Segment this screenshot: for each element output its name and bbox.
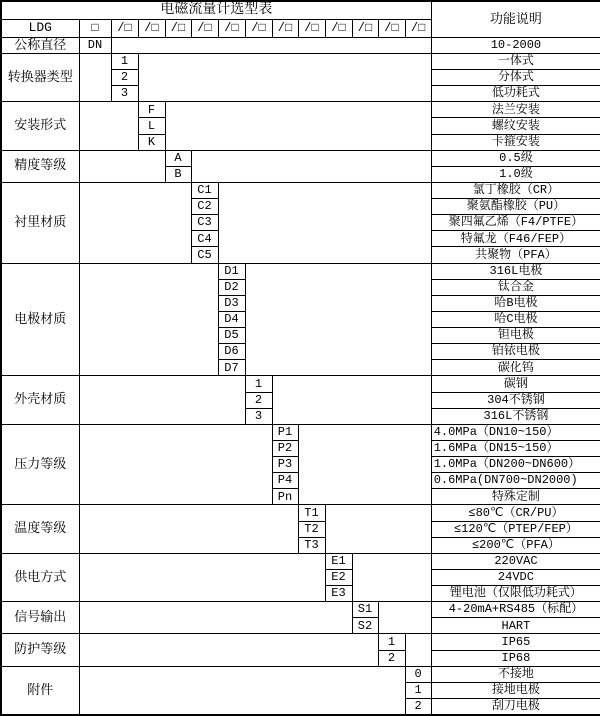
code-cell: C3 <box>191 215 218 231</box>
code-cell: L <box>138 118 165 134</box>
spacer-cell <box>218 182 431 263</box>
spacer-cell <box>272 376 431 424</box>
desc-cell: 特殊定制 <box>431 489 600 505</box>
category-electrode-material: 电极材质 <box>1 263 79 376</box>
desc-cell: 钽电极 <box>431 328 600 344</box>
spacer-cell <box>79 424 272 505</box>
spacer-cell <box>352 553 431 601</box>
desc-cell: 刮刀电极 <box>431 698 600 715</box>
desc-cell: 哈B电极 <box>431 295 600 311</box>
code-cell: E1 <box>325 553 352 569</box>
category-accessories: 附件 <box>1 666 79 715</box>
spacer-cell <box>298 424 431 505</box>
code-cell: P2 <box>272 440 298 456</box>
desc-cell: 4.0MPa（DN10~150） <box>431 424 600 440</box>
code-cell: 1 <box>378 634 405 650</box>
code-cell: A <box>165 150 191 166</box>
code-cell: C1 <box>191 182 218 198</box>
code-cell: D3 <box>218 295 245 311</box>
category-power-supply: 供电方式 <box>1 553 79 601</box>
desc-cell: 碳钢 <box>431 376 600 392</box>
code-box-slot: /□ <box>352 19 378 37</box>
desc-cell: ≤120℃（PTEP/FEP） <box>431 521 600 537</box>
code-box-slot: /□ <box>138 19 165 37</box>
spacer-cell <box>191 150 431 182</box>
desc-cell: 0.5级 <box>431 150 600 166</box>
code-cell: T2 <box>298 521 325 537</box>
code-cell: 3 <box>111 86 138 102</box>
category-temperature-rating: 温度等级 <box>1 505 79 553</box>
code-cell: P4 <box>272 473 298 489</box>
category-accuracy-grade: 精度等级 <box>1 150 79 182</box>
desc-cell: 碳化钨 <box>431 360 600 376</box>
code-box-slot: /□ <box>272 19 298 37</box>
code-cell: B <box>165 166 191 182</box>
spacer-cell <box>79 376 245 424</box>
desc-cell: 接地电极 <box>431 682 600 698</box>
code-box-slot: /□ <box>218 19 245 37</box>
code-box-slot: /□ <box>405 19 431 37</box>
code-cell: 1 <box>111 53 138 69</box>
code-cell: T3 <box>298 537 325 553</box>
category-protection-rating: 防护等级 <box>1 634 79 666</box>
category-housing-material: 外壳材质 <box>1 376 79 424</box>
function-description-header: 功能说明 <box>431 1 600 37</box>
code-box-slot: /□ <box>111 19 138 37</box>
desc-cell: 24VDC <box>431 569 600 585</box>
code-cell: 2 <box>378 650 405 666</box>
spacer-cell <box>79 53 111 101</box>
code-cell: D6 <box>218 344 245 360</box>
code-cell: 1 <box>405 682 431 698</box>
desc-cell: 铂铱电极 <box>431 344 600 360</box>
spacer-cell <box>79 634 378 666</box>
desc-cell: 哈C电极 <box>431 311 600 327</box>
spacer-cell <box>245 263 431 376</box>
code-cell: T1 <box>298 505 325 521</box>
desc-cell: 聚四氟乙烯（F4/PTFE） <box>431 215 600 231</box>
desc-cell: 316L电极 <box>431 263 600 279</box>
spacer-cell <box>165 102 431 150</box>
code-cell: C5 <box>191 247 218 263</box>
spacer-cell <box>79 553 325 601</box>
code-cell: E3 <box>325 586 352 602</box>
code-cell: 2 <box>111 70 138 86</box>
desc-cell: 特氟龙（F46/FEP） <box>431 231 600 247</box>
desc-cell: ≤80℃（CR/PU） <box>431 505 600 521</box>
desc-cell: 分体式 <box>431 70 600 86</box>
spacer-cell <box>79 505 298 553</box>
desc-cell: 锂电池（仅限低功耗式） <box>431 586 600 602</box>
code-box-slot: /□ <box>191 19 218 37</box>
desc-cell: IP68 <box>431 650 600 666</box>
table-title: 电磁流量计选型表 <box>1 1 431 19</box>
code-cell: DN <box>79 37 111 53</box>
desc-cell: 卡箍安装 <box>431 134 600 150</box>
code-cell: D4 <box>218 311 245 327</box>
category-pressure-rating: 压力等级 <box>1 424 79 505</box>
code-cell: S1 <box>352 602 378 618</box>
code-cell: C4 <box>191 231 218 247</box>
code-box-slot: /□ <box>325 19 352 37</box>
code-cell: 2 <box>405 698 431 715</box>
code-box-slot: /□ <box>298 19 325 37</box>
spacer-cell <box>79 182 191 263</box>
code-cell: E2 <box>325 569 352 585</box>
desc-cell: 1.6MPa（DN15~150） <box>431 440 600 456</box>
desc-cell: HART <box>431 618 600 634</box>
model-code: LDG <box>1 19 79 37</box>
desc-cell: 304不锈钢 <box>431 392 600 408</box>
code-cell: S2 <box>352 618 378 634</box>
desc-cell: ≤200℃（PFA） <box>431 537 600 553</box>
code-box-first: □ <box>79 19 111 37</box>
desc-cell: 共聚物（PFA） <box>431 247 600 263</box>
desc-cell: 螺纹安装 <box>431 118 600 134</box>
spacer-cell <box>79 602 352 634</box>
category-installation-type: 安装形式 <box>1 102 79 150</box>
desc-cell: 一体式 <box>431 53 600 69</box>
category-converter-type: 转换器类型 <box>1 53 79 101</box>
desc-cell: 220VAC <box>431 553 600 569</box>
desc-cell: 低功耗式 <box>431 86 600 102</box>
code-cell: D5 <box>218 328 245 344</box>
desc-cell: 1.0级 <box>431 166 600 182</box>
desc-cell: 钛合金 <box>431 279 600 295</box>
category-liner-material: 衬里材质 <box>1 182 79 263</box>
desc-cell: IP65 <box>431 634 600 650</box>
desc-cell: 不接地 <box>431 666 600 682</box>
code-cell: F <box>138 102 165 118</box>
spacer-cell <box>79 150 165 182</box>
code-box-slot: /□ <box>378 19 405 37</box>
spacer-cell <box>378 602 431 634</box>
code-cell: P3 <box>272 457 298 473</box>
code-cell: 0 <box>405 666 431 682</box>
code-cell: K <box>138 134 165 150</box>
code-box-slot: /□ <box>165 19 191 37</box>
code-cell: D2 <box>218 279 245 295</box>
spacer-cell <box>79 102 138 150</box>
desc-cell: 316L不锈钢 <box>431 408 600 424</box>
category-nominal-diameter: 公称直径 <box>1 37 79 53</box>
desc-cell: 4-20mA+RS485（标配） <box>431 602 600 618</box>
desc-cell: 氯丁橡胶（CR） <box>431 182 600 198</box>
desc-cell: 1.0MPa（DN200~DN600） <box>431 457 600 473</box>
desc-cell: 10-2000 <box>431 37 600 53</box>
spacer-cell <box>138 53 431 101</box>
spacer-cell <box>79 263 218 376</box>
code-cell: 2 <box>245 392 272 408</box>
code-cell: Pn <box>272 489 298 505</box>
desc-cell: 聚氨酯橡胶（PU） <box>431 199 600 215</box>
code-cell: P1 <box>272 424 298 440</box>
category-signal-output: 信号输出 <box>1 602 79 634</box>
code-box-slot: /□ <box>245 19 272 37</box>
desc-cell: 0.6MPa(DN700~DN2000) <box>431 473 600 489</box>
code-cell: C2 <box>191 199 218 215</box>
code-cell: D1 <box>218 263 245 279</box>
desc-cell: 法兰安装 <box>431 102 600 118</box>
spacer-cell <box>79 666 405 715</box>
spacer-cell <box>405 634 431 666</box>
spacer-cell <box>325 505 431 553</box>
code-cell: D7 <box>218 360 245 376</box>
code-cell: 1 <box>245 376 272 392</box>
spacer-cell <box>111 37 431 53</box>
code-cell: 3 <box>245 408 272 424</box>
